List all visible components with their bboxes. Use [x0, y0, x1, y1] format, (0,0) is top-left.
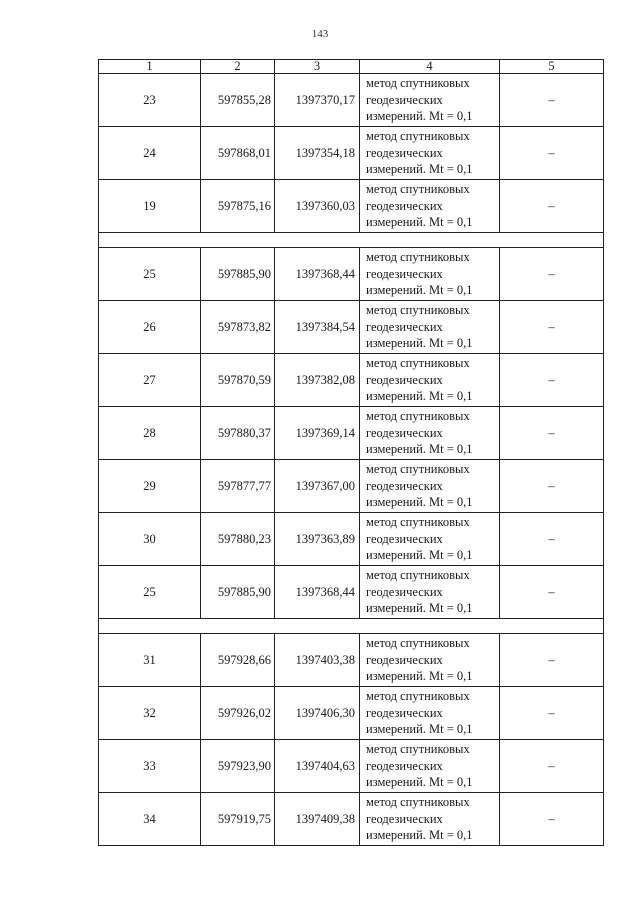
method-line: метод спутниковых — [366, 795, 470, 810]
note-cell: – — [500, 127, 604, 180]
note-cell: – — [500, 634, 604, 687]
x-coordinate-cell: 597875,16 — [201, 180, 275, 233]
point-number-cell: 25 — [99, 566, 201, 619]
table-row — [99, 566, 604, 619]
method-line: измерений. Mt = 0,1 — [366, 775, 473, 790]
method-cell — [360, 793, 500, 846]
group-separator-row — [99, 619, 604, 634]
y-coordinate-cell: 1397370,17 — [275, 74, 360, 127]
point-number-cell: 33 — [99, 740, 201, 793]
y-coordinate-cell: 1397367,00 — [275, 460, 360, 513]
x-coordinate-cell: 597926,02 — [201, 687, 275, 740]
table-row — [99, 248, 604, 301]
method-line: измерений. Mt = 0,1 — [366, 215, 473, 230]
method-line: геодезических — [366, 425, 443, 440]
method-line: геодезических — [366, 758, 443, 773]
method-line: метод спутниковых — [366, 636, 470, 651]
point-number-cell: 23 — [99, 74, 201, 127]
method-line: метод спутниковых — [366, 182, 470, 197]
method-line: метод спутниковых — [366, 129, 470, 144]
y-coordinate-cell: 1397363,89 — [275, 513, 360, 566]
method-line: геодезических — [366, 319, 443, 334]
point-number-cell: 19 — [99, 180, 201, 233]
method-line: измерений. Mt = 0,1 — [366, 828, 473, 843]
table-row — [99, 180, 604, 233]
table-row — [99, 513, 604, 566]
header-row — [99, 60, 604, 74]
table-row — [99, 74, 604, 127]
y-coordinate-cell: 1397368,44 — [275, 248, 360, 301]
note-cell: – — [500, 354, 604, 407]
method-line: метод спутниковых — [366, 303, 470, 318]
note-cell: – — [500, 180, 604, 233]
point-number-cell: 26 — [99, 301, 201, 354]
point-number-cell: 29 — [99, 460, 201, 513]
method-line: измерений. Mt = 0,1 — [366, 283, 473, 298]
point-number-cell: 31 — [99, 634, 201, 687]
method-line: метод спутниковых — [366, 356, 470, 371]
x-coordinate-cell: 597870,59 — [201, 354, 275, 407]
x-coordinate-cell: 597880,23 — [201, 513, 275, 566]
method-line: геодезических — [366, 372, 443, 387]
method-line: измерений. Mt = 0,1 — [366, 162, 473, 177]
method-line: измерений. Mt = 0,1 — [366, 336, 473, 351]
coordinates-table — [98, 59, 604, 846]
method-cell — [360, 354, 500, 407]
note-cell: – — [500, 566, 604, 619]
header-cell-3: 3 — [275, 60, 360, 74]
x-coordinate-cell: 597885,90 — [201, 566, 275, 619]
method-line: измерений. Mt = 0,1 — [366, 548, 473, 563]
method-cell — [360, 460, 500, 513]
table-body — [99, 60, 604, 846]
y-coordinate-cell: 1397409,38 — [275, 793, 360, 846]
method-line: метод спутниковых — [366, 76, 470, 91]
point-number-cell: 34 — [99, 793, 201, 846]
group-separator-cell — [99, 233, 604, 248]
page-number: 143 — [311, 28, 329, 40]
y-coordinate-cell: 1397368,44 — [275, 566, 360, 619]
x-coordinate-cell: 597873,82 — [201, 301, 275, 354]
note-cell: – — [500, 687, 604, 740]
method-line: геодезических — [366, 198, 443, 213]
method-line: метод спутниковых — [366, 462, 470, 477]
method-line: метод спутниковых — [366, 689, 470, 704]
method-line: метод спутниковых — [366, 742, 470, 757]
method-line: геодезических — [366, 811, 443, 826]
y-coordinate-cell: 1397369,14 — [275, 407, 360, 460]
point-number-cell: 27 — [99, 354, 201, 407]
x-coordinate-cell: 597855,28 — [201, 74, 275, 127]
header-cell-2: 2 — [201, 60, 275, 74]
table-row — [99, 793, 604, 846]
note-cell: – — [500, 407, 604, 460]
method-line: геодезических — [366, 531, 443, 546]
note-cell: – — [500, 301, 604, 354]
method-line: геодезических — [366, 92, 443, 107]
method-line: метод спутниковых — [366, 568, 470, 583]
method-cell — [360, 513, 500, 566]
table-row — [99, 407, 604, 460]
header-cell-1: 1 — [99, 60, 201, 74]
y-coordinate-cell: 1397382,08 — [275, 354, 360, 407]
y-coordinate-cell: 1397406,30 — [275, 687, 360, 740]
method-line: измерений. Mt = 0,1 — [366, 389, 473, 404]
method-line: измерений. Mt = 0,1 — [366, 669, 473, 684]
method-line: геодезических — [366, 266, 443, 281]
y-coordinate-cell: 1397404,63 — [275, 740, 360, 793]
method-line: измерений. Mt = 0,1 — [366, 601, 473, 616]
method-cell — [360, 301, 500, 354]
method-line: геодезических — [366, 478, 443, 493]
note-cell: – — [500, 513, 604, 566]
method-cell — [360, 740, 500, 793]
point-number-cell: 28 — [99, 407, 201, 460]
y-coordinate-cell: 1397360,03 — [275, 180, 360, 233]
note-cell: – — [500, 793, 604, 846]
table-row — [99, 740, 604, 793]
note-cell: – — [500, 248, 604, 301]
note-cell: – — [500, 740, 604, 793]
x-coordinate-cell: 597868,01 — [201, 127, 275, 180]
x-coordinate-cell: 597880,37 — [201, 407, 275, 460]
table-row — [99, 127, 604, 180]
method-line: метод спутниковых — [366, 409, 470, 424]
method-line: измерений. Mt = 0,1 — [366, 495, 473, 510]
method-cell — [360, 180, 500, 233]
method-line: геодезических — [366, 584, 443, 599]
point-number-cell: 25 — [99, 248, 201, 301]
y-coordinate-cell: 1397384,54 — [275, 301, 360, 354]
method-cell — [360, 74, 500, 127]
method-line: геодезических — [366, 145, 443, 160]
x-coordinate-cell: 597885,90 — [201, 248, 275, 301]
header-cell-4: 4 — [360, 60, 500, 74]
method-line: метод спутниковых — [366, 250, 470, 265]
table-row — [99, 460, 604, 513]
x-coordinate-cell: 597928,66 — [201, 634, 275, 687]
point-number-cell: 30 — [99, 513, 201, 566]
note-cell: – — [500, 460, 604, 513]
method-cell — [360, 127, 500, 180]
method-cell — [360, 248, 500, 301]
method-cell — [360, 566, 500, 619]
x-coordinate-cell: 597923,90 — [201, 740, 275, 793]
point-number-cell: 32 — [99, 687, 201, 740]
method-line: измерений. Mt = 0,1 — [366, 109, 473, 124]
group-separator-row — [99, 233, 604, 248]
method-line: измерений. Mt = 0,1 — [366, 442, 473, 457]
table-row — [99, 634, 604, 687]
table-row — [99, 301, 604, 354]
method-line: геодезических — [366, 705, 443, 720]
method-line: измерений. Mt = 0,1 — [366, 722, 473, 737]
y-coordinate-cell: 1397354,18 — [275, 127, 360, 180]
table-row — [99, 687, 604, 740]
x-coordinate-cell: 597877,77 — [201, 460, 275, 513]
note-cell: – — [500, 74, 604, 127]
method-cell — [360, 407, 500, 460]
method-cell — [360, 634, 500, 687]
group-separator-cell — [99, 619, 604, 634]
y-coordinate-cell: 1397403,38 — [275, 634, 360, 687]
method-cell — [360, 687, 500, 740]
table-row — [99, 354, 604, 407]
point-number-cell: 24 — [99, 127, 201, 180]
method-line: геодезических — [366, 652, 443, 667]
method-line: метод спутниковых — [366, 515, 470, 530]
header-cell-5: 5 — [500, 60, 604, 74]
x-coordinate-cell: 597919,75 — [201, 793, 275, 846]
